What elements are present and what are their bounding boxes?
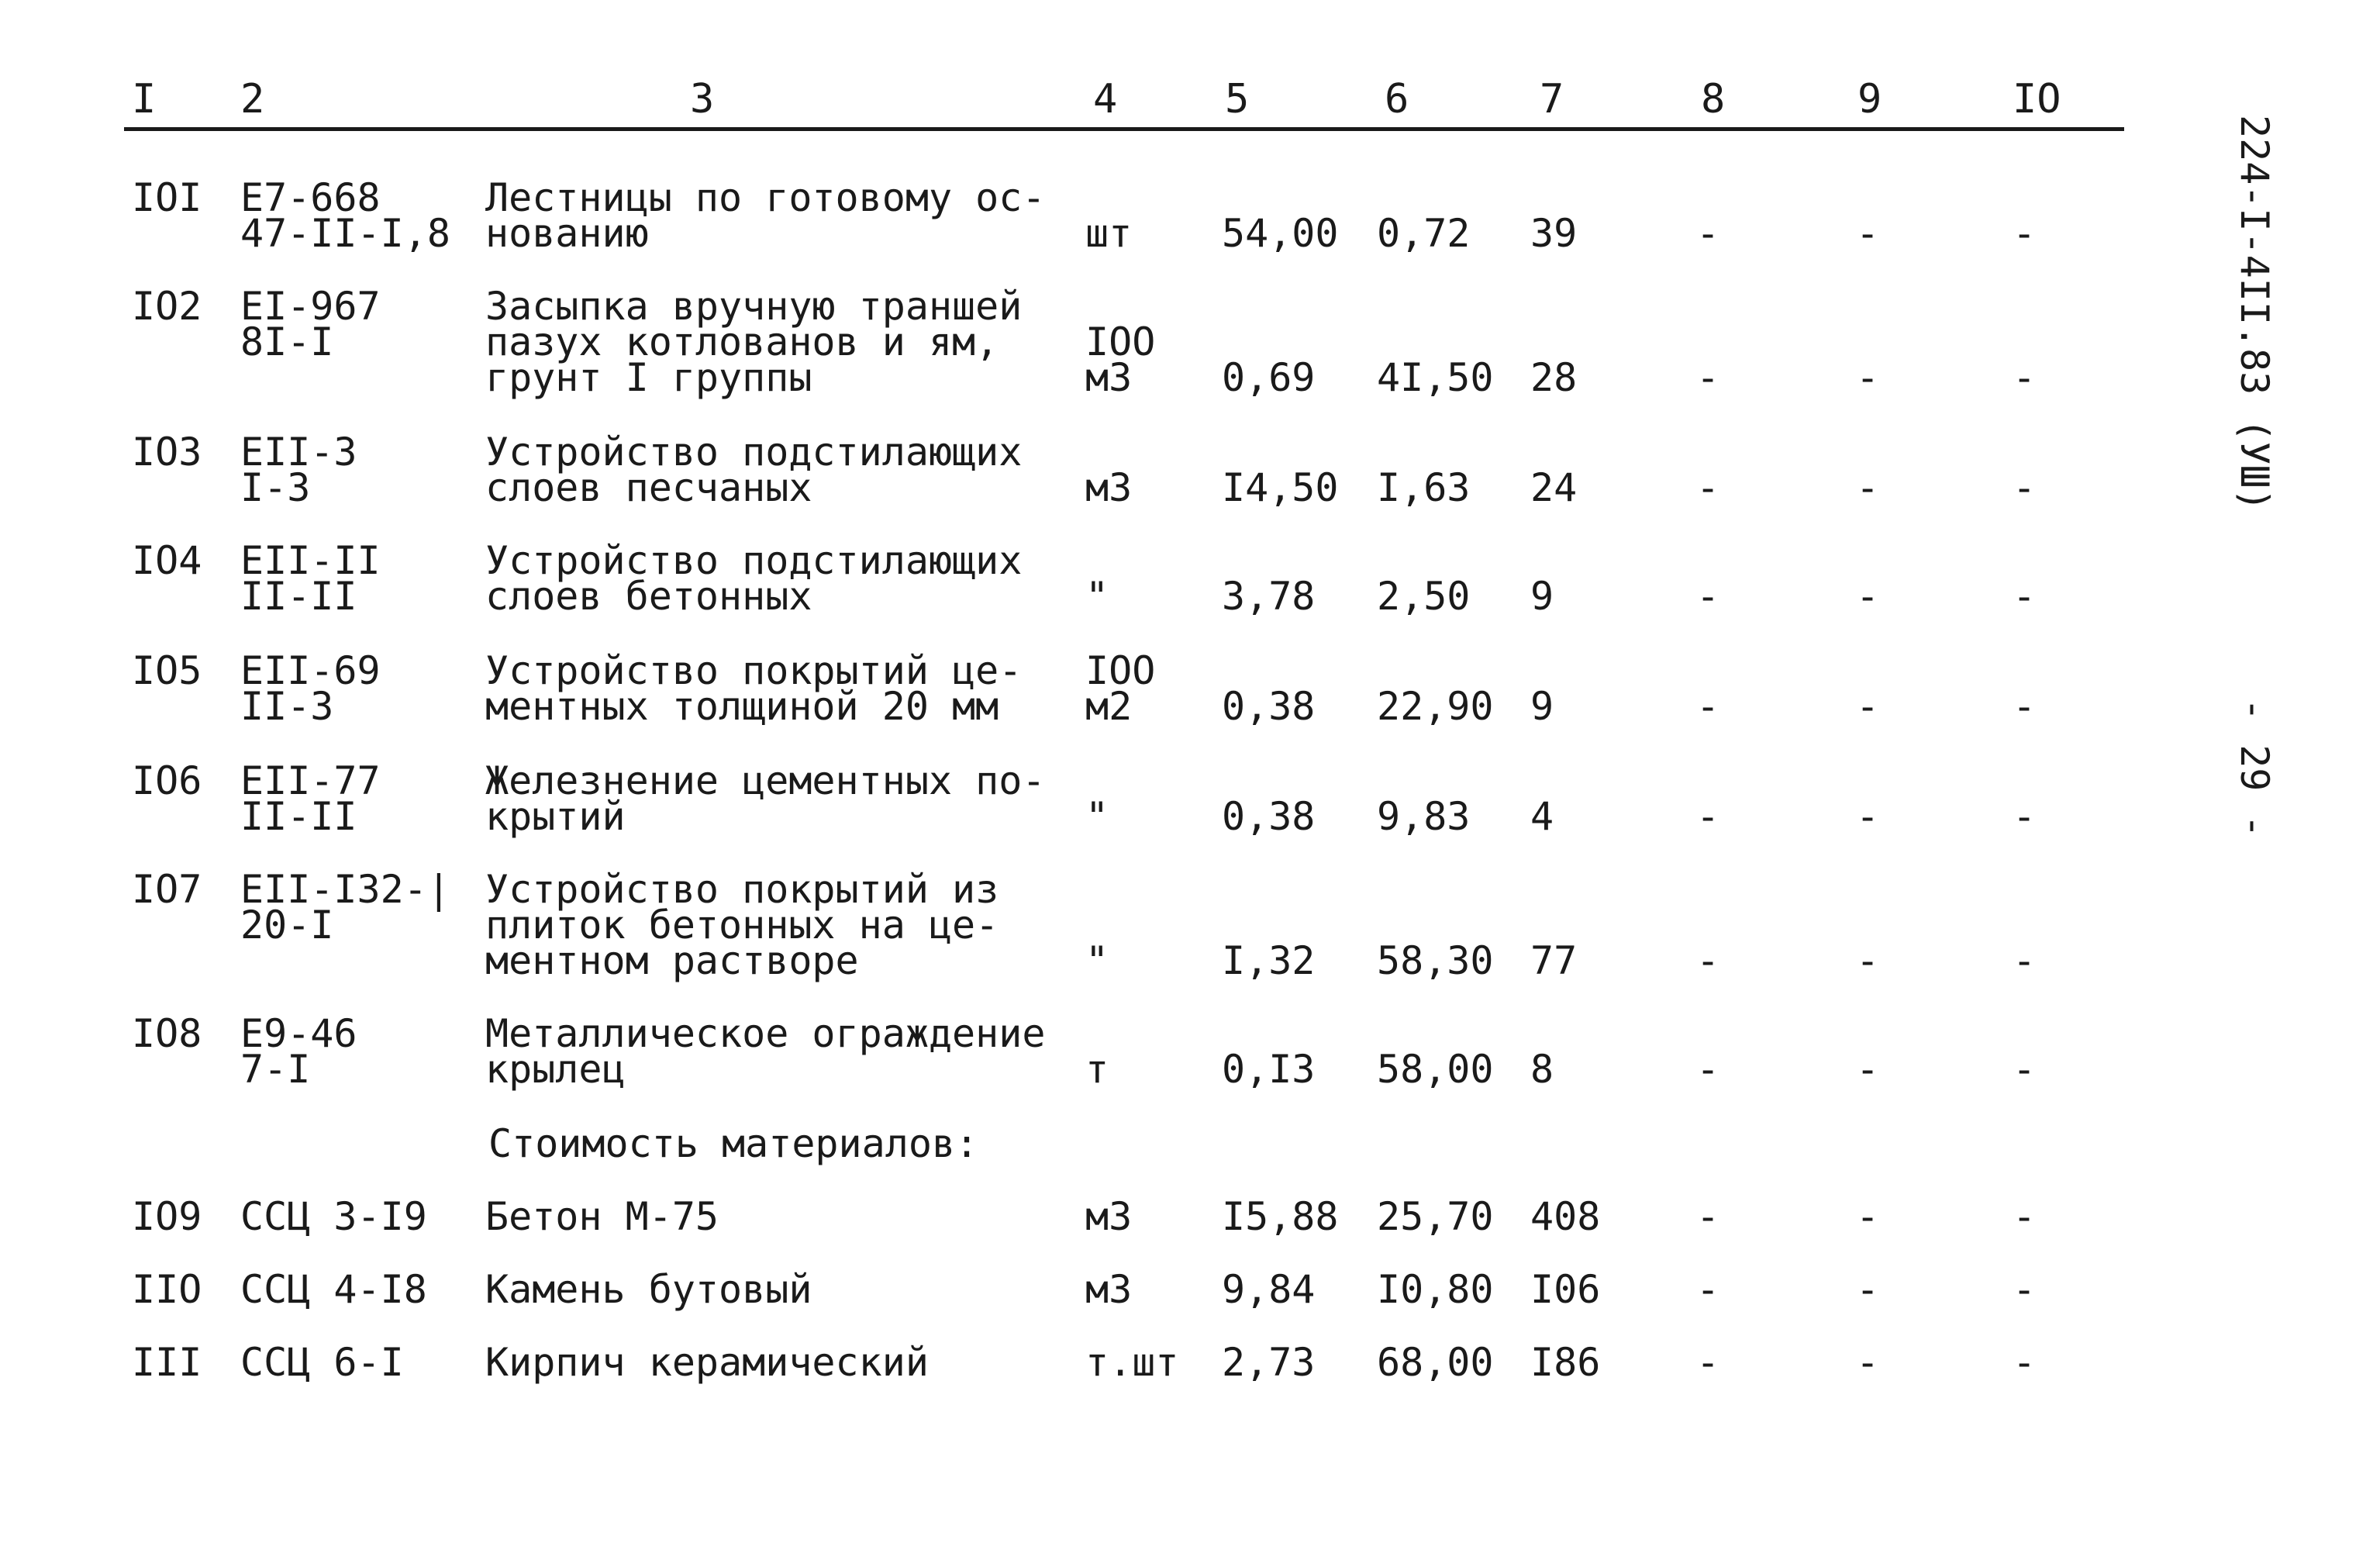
column-header-1: I xyxy=(132,76,157,123)
row-reference: ССЦ 6-I xyxy=(240,1340,404,1385)
row-col9: - xyxy=(1856,1194,1880,1239)
row-quantity: 9,84 xyxy=(1222,1267,1316,1312)
row-total: 408 xyxy=(1530,1194,1601,1239)
column-header-row xyxy=(124,76,2124,127)
column-header-10: IO xyxy=(2013,76,2061,123)
row-col9: - xyxy=(1856,1340,1880,1385)
row-unit: т xyxy=(1085,1047,1109,1092)
row-col9: - xyxy=(1856,684,1880,729)
row-unit: м3 xyxy=(1085,465,1133,510)
row-quantity: 54,00 xyxy=(1222,211,1339,256)
row-unit-cost: I0,80 xyxy=(1377,1267,1494,1312)
row-col8: - xyxy=(1696,1340,1720,1385)
row-unit-cost: 9,83 xyxy=(1377,794,1471,839)
row-total: 9 xyxy=(1530,574,1554,619)
row-unit: IOO м3 xyxy=(1085,319,1156,400)
row-total: 77 xyxy=(1530,938,1578,983)
row-unit: IOO м2 xyxy=(1085,648,1156,729)
row-description: Металлическое ограждение крылец xyxy=(485,1011,1046,1092)
column-header-7: 7 xyxy=(1540,76,1564,123)
section-title: Стоимость материалов: xyxy=(488,1121,979,1166)
row-col10: - xyxy=(2013,1267,2037,1312)
row-col9: - xyxy=(1856,465,1880,510)
row-number: IO7 xyxy=(132,867,202,912)
row-quantity: I4,50 xyxy=(1222,465,1339,510)
row-reference: ЕII-3 I-3 xyxy=(240,430,357,510)
row-col9: - xyxy=(1856,1047,1880,1092)
row-number: IIO xyxy=(132,1267,202,1312)
page-number: - 29 - xyxy=(2232,698,2277,838)
document-code: 224-I-4II.83 (УШ) xyxy=(2232,115,2277,512)
column-header-2: 2 xyxy=(240,76,265,123)
row-number: IO5 xyxy=(132,648,202,693)
row-quantity: 0,38 xyxy=(1222,684,1316,729)
row-number: IO6 xyxy=(132,758,202,803)
row-number: III xyxy=(132,1340,202,1385)
row-number: IO2 xyxy=(132,284,202,329)
row-col10: - xyxy=(2013,684,2037,729)
column-header-9: 9 xyxy=(1857,76,1882,123)
row-unit: шт xyxy=(1085,211,1133,256)
row-unit: " xyxy=(1085,938,1109,983)
row-unit-cost: 58,30 xyxy=(1377,938,1494,983)
row-unit: м3 xyxy=(1085,1194,1133,1239)
row-col9: - xyxy=(1856,355,1880,400)
row-total: 4 xyxy=(1530,794,1554,839)
row-description: Кирпич керамический xyxy=(485,1340,929,1385)
row-col8: - xyxy=(1696,794,1720,839)
row-unit: " xyxy=(1085,794,1109,839)
row-col8: - xyxy=(1696,1194,1720,1239)
row-col8: - xyxy=(1696,465,1720,510)
row-description: Лестницы по готовому ос- нованию xyxy=(485,175,1046,256)
row-description: Камень бутовый xyxy=(485,1267,812,1312)
row-col9: - xyxy=(1856,574,1880,619)
row-reference: ЕII-I32-| 20-I xyxy=(240,867,450,948)
row-col9: - xyxy=(1856,211,1880,256)
row-number: IO3 xyxy=(132,430,202,475)
row-total: 28 xyxy=(1530,355,1578,400)
row-col10: - xyxy=(2013,574,2037,619)
row-reference: ЕII-69 II-3 xyxy=(240,648,381,729)
row-number: IO4 xyxy=(132,538,202,583)
row-reference: ССЦ 3-I9 xyxy=(240,1194,427,1239)
row-description: Устройство покрытий це- ментных толщиной 20 мм xyxy=(485,648,1023,729)
row-total: I06 xyxy=(1530,1267,1601,1312)
row-unit-cost: 58,00 xyxy=(1377,1047,1494,1092)
column-header-6: 6 xyxy=(1385,76,1409,123)
row-col9: - xyxy=(1856,938,1880,983)
row-col10: - xyxy=(2013,355,2037,400)
row-col8: - xyxy=(1696,574,1720,619)
row-number: IO8 xyxy=(132,1011,202,1056)
column-header-5: 5 xyxy=(1225,76,1250,123)
row-number: IO9 xyxy=(132,1194,202,1239)
row-reference: Е9-46 7-I xyxy=(240,1011,357,1092)
row-unit-cost: 4I,50 xyxy=(1377,355,1494,400)
row-col10: - xyxy=(2013,938,2037,983)
row-reference: ЕI-967 8I-I xyxy=(240,284,381,364)
row-description: Устройство подстилающих слоев бетонных xyxy=(485,538,1023,619)
column-header-3: 3 xyxy=(690,76,715,123)
row-col10: - xyxy=(2013,1047,2037,1092)
row-quantity: 2,73 xyxy=(1222,1340,1316,1385)
row-unit-cost: 25,70 xyxy=(1377,1194,1494,1239)
row-col9: - xyxy=(1856,1267,1880,1312)
row-unit-cost: 68,00 xyxy=(1377,1340,1494,1385)
row-unit: т.шт xyxy=(1085,1340,1179,1385)
row-col9: - xyxy=(1856,794,1880,839)
row-col8: - xyxy=(1696,211,1720,256)
row-total: 24 xyxy=(1530,465,1578,510)
row-unit-cost: 22,90 xyxy=(1377,684,1494,729)
row-unit-cost: I,63 xyxy=(1377,465,1471,510)
column-header-8: 8 xyxy=(1701,76,1726,123)
row-col8: - xyxy=(1696,684,1720,729)
row-description: Устройство подстилающих слоев песчаных xyxy=(485,430,1023,510)
row-col10: - xyxy=(2013,1340,2037,1385)
row-description: Железнение цементных по- крытий xyxy=(485,758,1046,839)
row-col8: - xyxy=(1696,355,1720,400)
row-quantity: 0,I3 xyxy=(1222,1047,1316,1092)
row-col8: - xyxy=(1696,1267,1720,1312)
row-description: Устройство покрытий из плиток бетонных на це- ментном растворе xyxy=(485,867,999,983)
row-total: 9 xyxy=(1530,684,1554,729)
row-col8: - xyxy=(1696,938,1720,983)
row-unit: " xyxy=(1085,574,1109,619)
row-reference: ЕII-77 II-II xyxy=(240,758,381,839)
row-col10: - xyxy=(2013,794,2037,839)
row-reference: Е7-668 47-II-I,8 xyxy=(240,175,450,256)
row-description: Бетон М-75 xyxy=(485,1194,719,1239)
row-description: Засыпка вручную траншей пазух котлованов и ям, грунт I группы xyxy=(485,284,1023,400)
row-col10: - xyxy=(2013,1194,2037,1239)
row-quantity: 0,38 xyxy=(1222,794,1316,839)
row-quantity: 0,69 xyxy=(1222,355,1316,400)
row-quantity: I5,88 xyxy=(1222,1194,1339,1239)
row-reference: ССЦ 4-I8 xyxy=(240,1267,427,1312)
row-col10: - xyxy=(2013,465,2037,510)
row-quantity: I,32 xyxy=(1222,938,1316,983)
row-total: 8 xyxy=(1530,1047,1554,1092)
row-unit: м3 xyxy=(1085,1267,1133,1312)
row-total: 39 xyxy=(1530,211,1578,256)
row-col10: - xyxy=(2013,211,2037,256)
row-unit-cost: 2,50 xyxy=(1377,574,1471,619)
row-quantity: 3,78 xyxy=(1222,574,1316,619)
row-number: IOI xyxy=(132,175,202,220)
header-rule xyxy=(124,127,2124,131)
column-header-4: 4 xyxy=(1093,76,1118,123)
row-total: I86 xyxy=(1530,1340,1601,1385)
row-col8: - xyxy=(1696,1047,1720,1092)
row-reference: ЕII-II II-II xyxy=(240,538,381,619)
row-unit-cost: 0,72 xyxy=(1377,211,1471,256)
